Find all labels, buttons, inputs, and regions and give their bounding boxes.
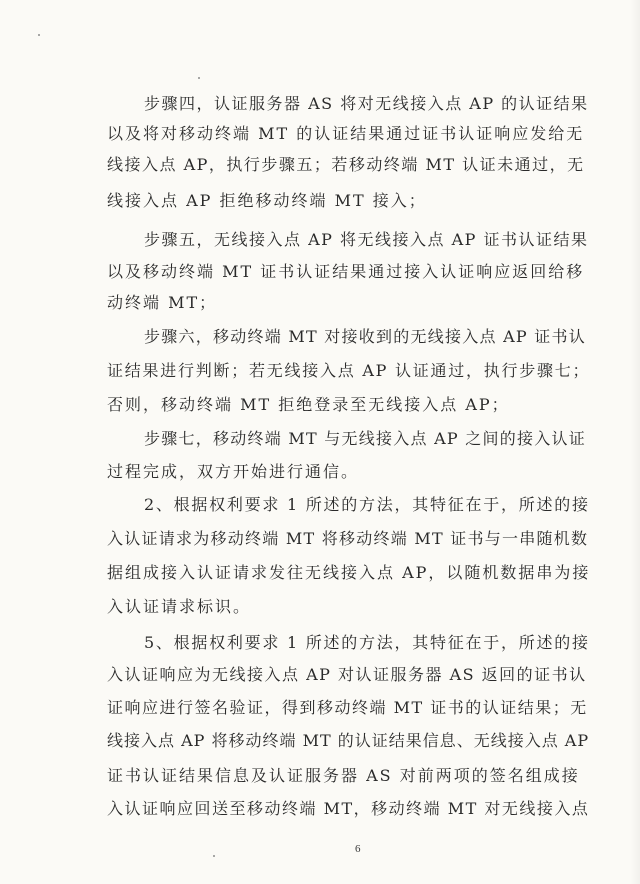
paragraph-line: 入认证响应回送至移动终端 MT，移动终端 MT 对无线接入点	[107, 799, 590, 818]
paragraph-line: 以及将对移动终端 MT 的认证结果通过证书认证响应发给无	[107, 124, 585, 143]
paragraph-line: 步骤七，移动终端 MT 与无线接入点 AP 之间的接入认证	[144, 429, 586, 448]
paragraph-line: 步骤四，认证服务器 AS 将对无线接入点 AP 的认证结果	[144, 94, 589, 113]
paragraph-line: 2、根据权利要求 1 所述的方法，其特征在于，所述的接	[144, 495, 590, 514]
paragraph-line: 步骤五，无线接入点 AP 将无线接入点 AP 证书认证结果	[144, 230, 589, 249]
paragraph-line: 证结果进行判断；若无线接入点 AP 认证通过，执行步骤七；	[107, 361, 591, 380]
paragraph-line: 线接入点 AP 将移动终端 MT 的认证结果信息、无线接入点 AP	[107, 731, 590, 750]
paragraph-line: 否则，移动终端 MT 拒绝登录至无线接入点 AP；	[107, 395, 510, 414]
paragraph-line: 步骤六，移动终端 MT 对接收到的无线接入点 AP 证书认	[144, 327, 586, 346]
paragraph-line: 入认证请求标识。	[107, 597, 252, 616]
paragraph-line: 证书认证结果信息及认证服务器 AS 对前两项的签名组成接	[107, 766, 580, 785]
paragraph-line: 据组成接入认证请求发往无线接入点 AP，以随机数据串为接	[107, 563, 591, 582]
paragraph-line: 证响应进行签名验证，得到移动终端 MT 证书的认证结果；无	[107, 698, 588, 717]
paragraph-line: 5、根据权利要求 1 所述的方法，其特征在于，所述的接	[144, 633, 590, 652]
page-number: 6	[355, 843, 361, 855]
paragraph-line: 入认证请求为移动终端 MT 将移动终端 MT 证书与一串随机数	[107, 529, 589, 548]
paragraph-line: 线接入点 AP，执行步骤五；若移动终端 MT 认证未通过，无	[107, 155, 585, 174]
paragraph-line: 过程完成，双方开始进行通信。	[107, 462, 360, 481]
paragraph-line: 入认证响应为无线接入点 AP 对认证服务器 AS 返回的证书认	[107, 665, 587, 684]
paragraph-line: 动终端 MT；	[107, 293, 218, 312]
paragraph-line: 线接入点 AP 拒绝移动终端 MT 接入；	[107, 191, 427, 210]
paragraph-line: 以及移动终端 MT 证书认证结果通过接入认证响应返回给移	[107, 262, 585, 281]
